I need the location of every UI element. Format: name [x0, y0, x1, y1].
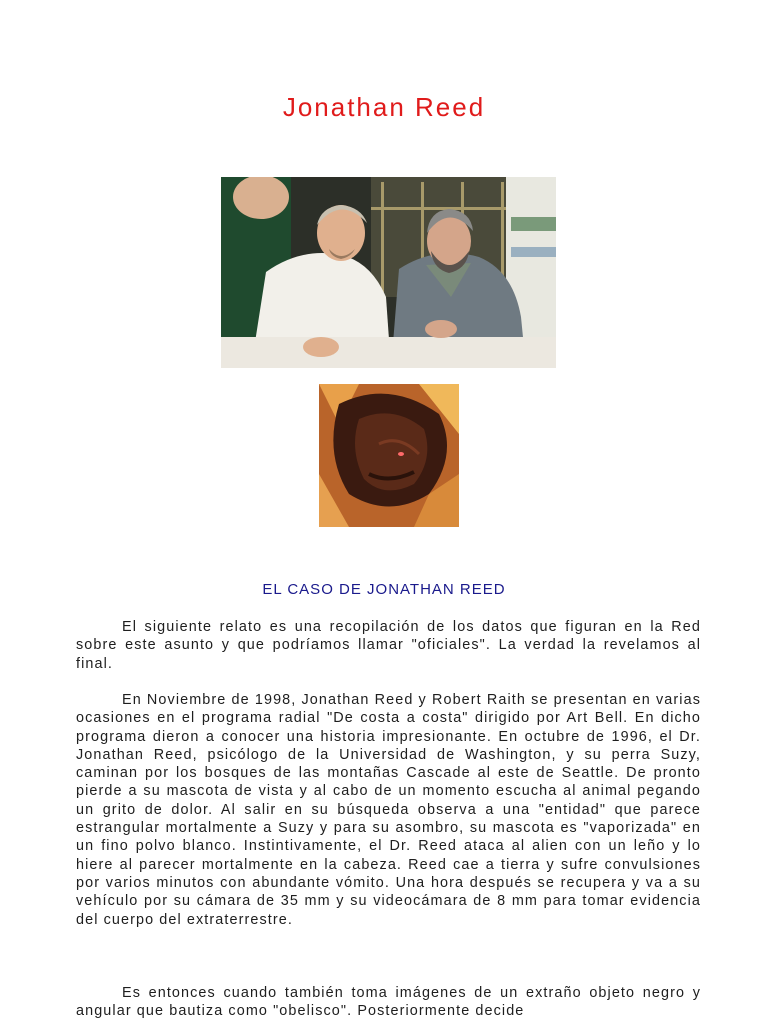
body-paragraph-2: En Noviembre de 1998, Jonathan Reed y Robert Raith se presentan en varias ocasiones en el programa radial "De costa a costa" dirigido por Art Bell. En dicho programa dieron a conocer una historia impresionante. En octubre de 1996, el Dr. Jonathan Reed, psicólogo de la Universidad de Washington, y su perra Suzy, caminan por los bosques de las montañas Cascade al este de Seattle. De pronto pierde a su mascota de vista y al cabo de un momento escucha al animal pegando un grito de dolor. Al salir en su búsqueda observa a una "entidad" que parece estrangular mortalmente a Suzy y para su asombro, su mascota es "vaporizada" en un fino polvo blanco. Instintivamente, el Dr. Reed ataca al alien con un leño y lo hiere al parecer mortalmente en la cabeza. Reed cae a tierra y sufre convulsiones por varios minutos con abundante vómito. Una hora después se recupera y va a su vehículo por su cámara de 35 mm y su videocámara de 8 mm para tomar evidencia del cuerpo del extraterrestre.	[76, 692, 701, 928]
body-paragraph-1: El siguiente relato es una recopilación de los datos que figuran en la Red sobre este asunto y que podríamos llamar "oficiales". La verdad la revelamos al final.	[76, 619, 701, 672]
photo-alien-illustration	[319, 384, 459, 527]
photo-two-men-illustration	[221, 177, 556, 368]
section-heading: EL CASO DE JONATHAN REED	[262, 581, 506, 598]
photo-alien-body	[319, 384, 459, 527]
page-title: Jonathan Reed	[282, 92, 486, 122]
body-paragraph-3: Es entonces cuando también toma imágenes de un extraño objeto negro y angular que bautiza como "obelisco". Posteriormente decide	[76, 985, 701, 1020]
photo-two-men-signing	[221, 177, 556, 368]
